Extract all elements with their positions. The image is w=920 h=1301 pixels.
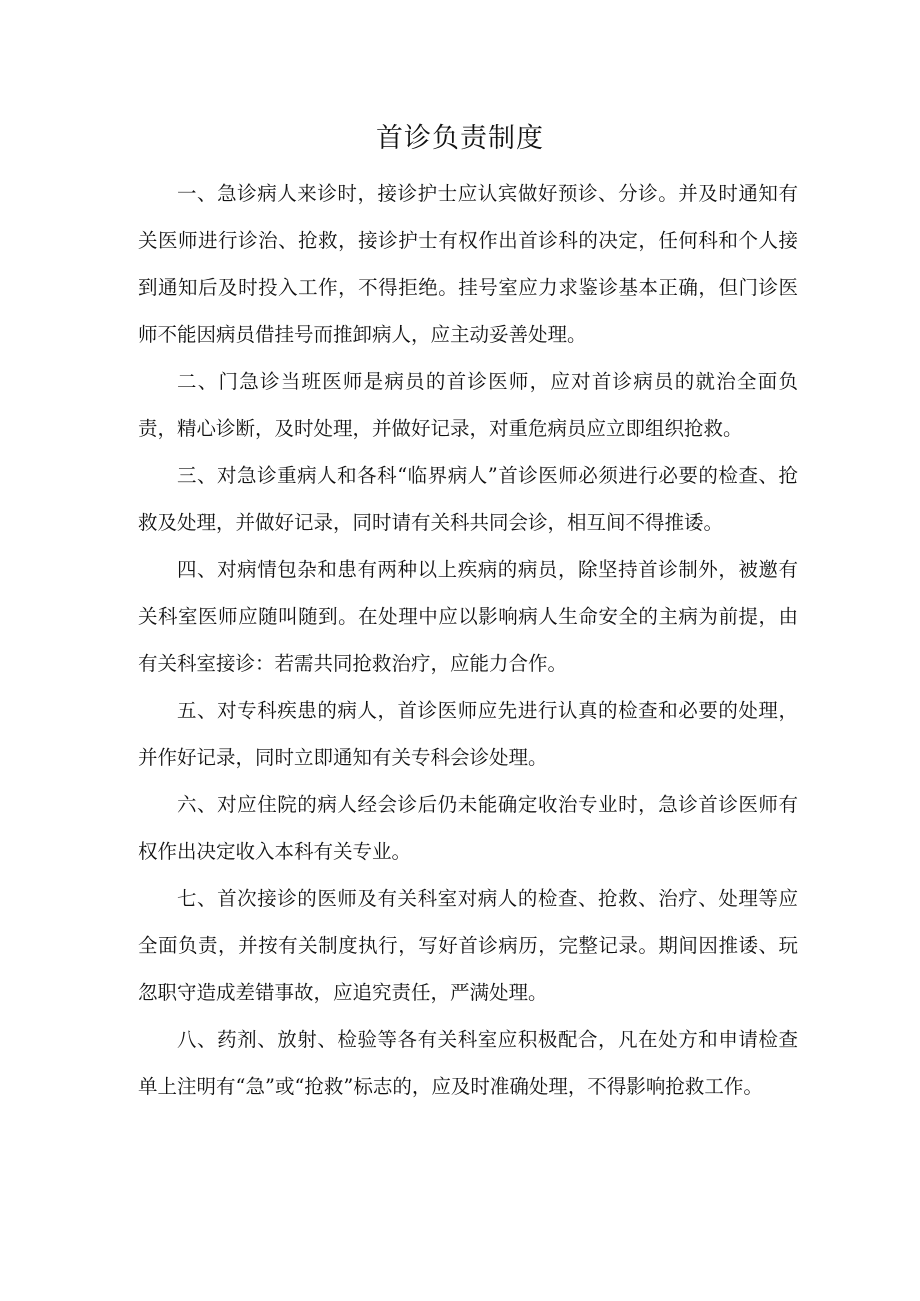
paragraph-8: 八、药剂、放射、检验等各有关科室应积极配合，凡在处方和申请检查单上注明有“急”或“抢救”标志的，应及时准确处理，不得影响抢救工作。 xyxy=(138,1028,798,1098)
paragraph-1: 一、急诊病人来诊时，接诊护士应认宾做好预诊、分诊。并及时通知有关医师进行诊治、抢救，接诊护士有权作出首诊科的决定，任何科和个人接到通知后及时投入工作，不得拒绝。挂号室应力求鉴诊基本正确，但门诊医师不能因病员借挂号而推卸病人，应主动妥善处理。 xyxy=(138,182,798,346)
paragraph-2: 二、门急诊当班医师是病员的首诊医师，应对首诊病员的就治全面负责，精心诊断，及时处理，并做好记录，对重危病员应立即组织抢救。 xyxy=(138,370,798,440)
document-body xyxy=(138,170,798,1110)
document-title: 首诊负责制度 xyxy=(376,123,544,154)
paragraph-3: 三、对急诊重病人和各科“临界病人”首诊医师必须进行必要的检查、抢救及处理，并做好记录，同时请有关科共同会诊，相互间不得推诿。 xyxy=(138,464,798,534)
paragraph-4: 四、对病情包杂和患有两种以上疾病的病员，除坚持首诊制外，被邀有关科室医师应随叫随到。在处理中应以影响病人生命安全的主病为前提，由有关科室接诊：若需共同抢救治疗，应能力合作。 xyxy=(138,558,798,675)
paragraph-7: 七、首次接诊的医师及有关科室对病人的检查、抢救、治疗、处理等应全面负责，并按有关制度执行，写好首诊病历，完整记录。期间因推诿、玩忽职守造成差错事故，应追究责任，严满处理。 xyxy=(138,887,798,1004)
paragraph-5: 五、对专科疾患的病人，首诊医师应先进行认真的检查和必要的处理，并作好记录，同时立即通知有关专科会诊处理。 xyxy=(138,699,798,769)
paragraph-6: 六、对应住院的病人经会诊后仍未能确定收治专业时，急诊首诊医师有权作出决定收入本科有关专业。 xyxy=(138,793,798,863)
